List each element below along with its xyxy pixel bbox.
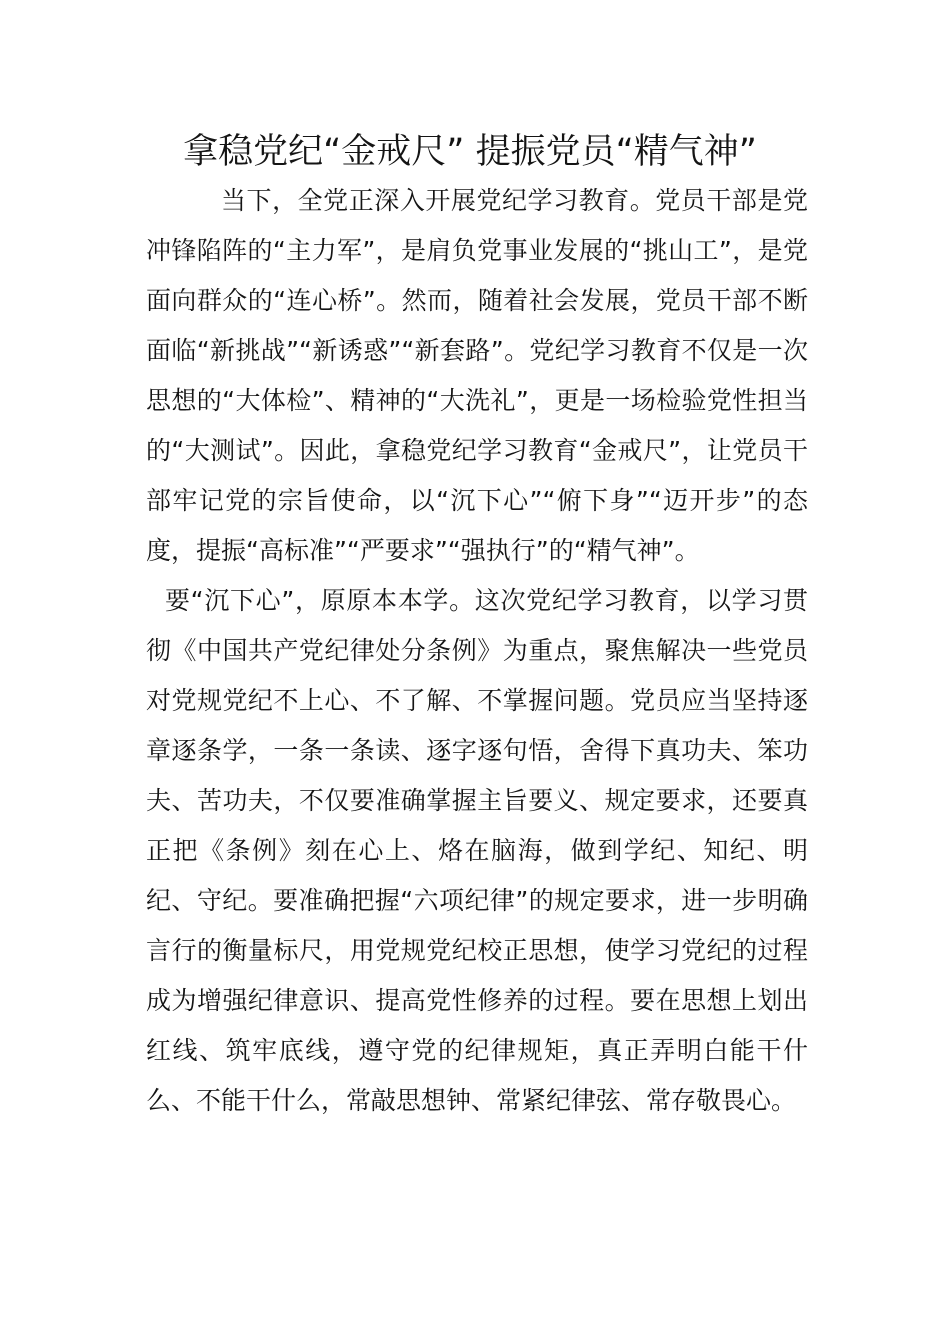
document-title: 拿稳党纪“金戒尺” 提振党员“精气神” (183, 132, 757, 172)
document-body (146, 176, 808, 1126)
paragraph-intro: 当下，全党正深入开展党纪学习教育。党员干部是党冲锋陷阵的“主力军”，是肩负党事业发展的“挑山工”，是党面向群众的“连心桥”。然而，随着社会发展，党员干部不断面临“新挑战”“新诱惑”“新套路”。党纪学习教育不仅是一次思想的“大体检”、精神的“大洗礼”，更是一场检验党性担当的“大测试”。因此，拿稳党纪学习教育“金戒尺”，让党员干部牢记党的宗旨使命，以“沉下心”“俯下身”“迈开步”的态度，提振“高标准”“严要求”“强执行”的“精气神”。 (146, 186, 808, 565)
paragraph-study: 要“沉下心”，原原本本学。这次党纪学习教育，以学习贯彻《中国共产党纪律处分条例》为重点，聚焦解决一些党员对党规党纪不上心、不了解、不掌握问题。党员应当坚持逐章逐条学，一条一条读、逐字逐句悟，舍得下真功夫、笨功夫、苦功夫，不仅要准确掌握主旨要义、规定要求，还要真正把《条例》刻在心上、烙在脑海，做到学纪、知纪、明纪、守纪。要准确把握“六项纪律”的规定要求，进一步明确言行的衡量标尺，用党规党纪校正思想，使学习党纪的过程成为增强纪律意识、提高党性修养的过程。要在思想上划出红线、筑牢底线，遵守党的纪律规矩，真正弄明白能干什么、不能干什么，常敲思想钟、常紧纪律弦、常存敬畏心。 (146, 586, 808, 1115)
